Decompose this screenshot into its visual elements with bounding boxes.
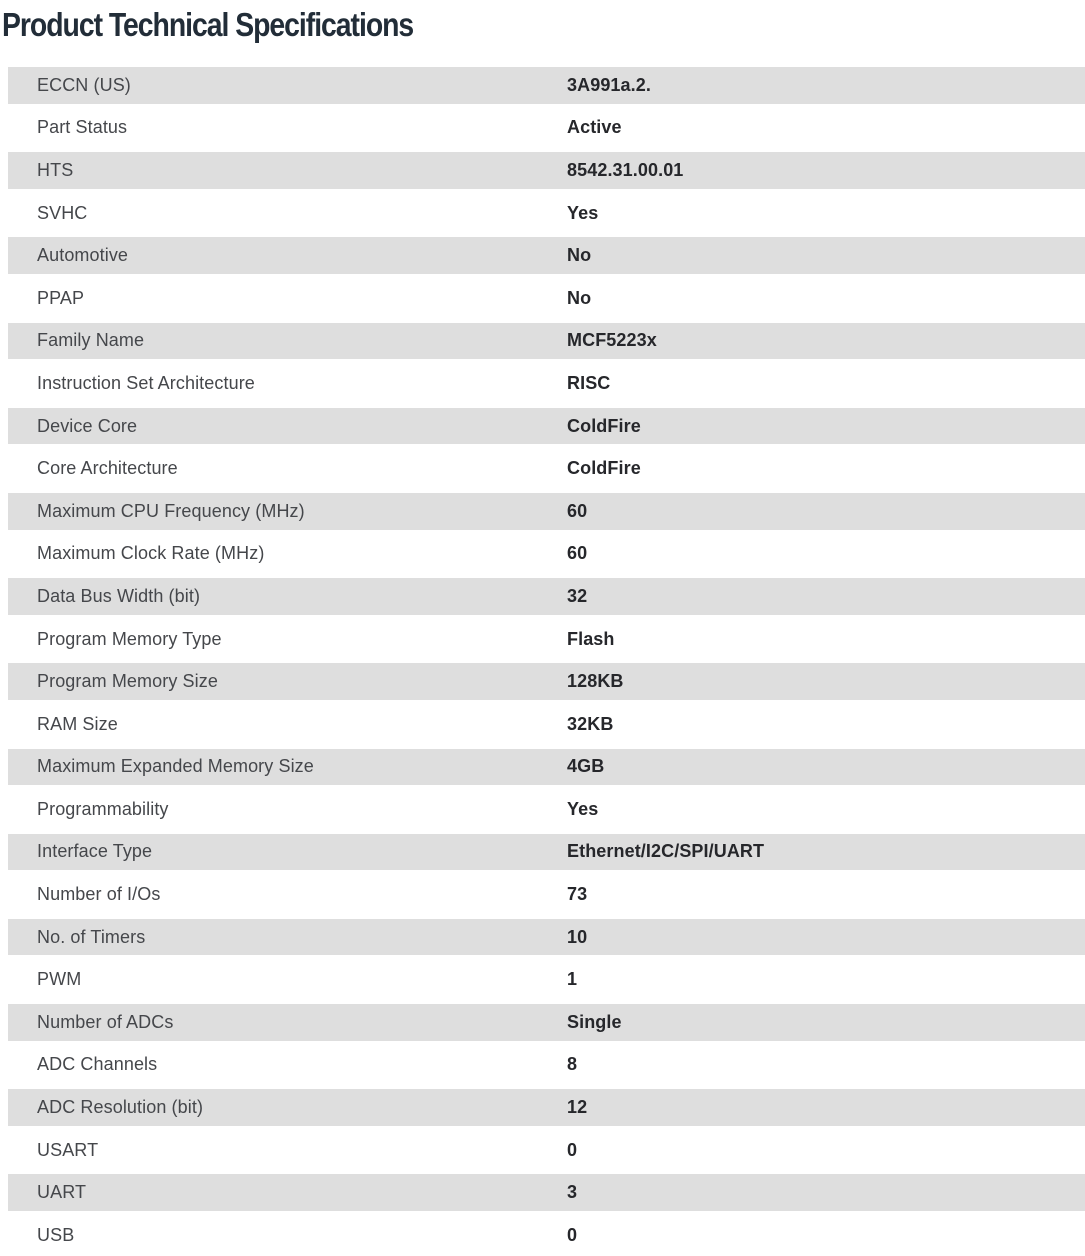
spec-row (8, 408, 1085, 445)
spec-value: 10 (567, 926, 588, 947)
spec-row (8, 919, 1085, 956)
spec-row (8, 1217, 1085, 1254)
spec-row (8, 1047, 1085, 1084)
page-title: Product Technical Specifications (2, 6, 414, 43)
spec-row (8, 876, 1085, 913)
spec-label: Interface Type (37, 841, 153, 862)
spec-row (8, 365, 1085, 402)
spec-table (8, 67, 1085, 1254)
spec-value: 60 (567, 543, 588, 564)
spec-value: 3 (567, 1182, 578, 1203)
spec-value: No (567, 287, 592, 308)
spec-label: Family Name (37, 330, 145, 351)
spec-label: ADC Channels (37, 1054, 158, 1075)
spec-row (8, 323, 1085, 360)
spec-label: SVHC (37, 202, 88, 223)
spec-label: ECCN (US) (37, 74, 131, 95)
spec-label: PPAP (37, 287, 85, 308)
spec-row (8, 749, 1085, 786)
spec-label: Maximum Clock Rate (MHz) (37, 543, 265, 564)
spec-value: 12 (567, 1097, 588, 1118)
spec-row (8, 493, 1085, 530)
spec-row (8, 791, 1085, 828)
spec-row (8, 110, 1085, 147)
spec-value: 60 (567, 500, 588, 521)
spec-value: Active (567, 117, 622, 138)
spec-value: Single (567, 1011, 622, 1032)
spec-value: RISC (567, 372, 611, 393)
spec-row (8, 1004, 1085, 1041)
spec-value: 8542.31.00.01 (567, 159, 684, 180)
spec-label: HTS (37, 159, 74, 180)
spec-row (8, 834, 1085, 871)
spec-value: 0 (567, 1224, 578, 1245)
spec-label: Number of I/Os (37, 884, 161, 905)
spec-label: Automotive (37, 245, 129, 266)
spec-label: Maximum CPU Frequency (MHz) (37, 500, 305, 521)
spec-label: No. of Timers (37, 926, 146, 947)
spec-value: 32 (567, 585, 588, 606)
spec-label: Program Memory Size (37, 671, 218, 692)
spec-row (8, 152, 1085, 189)
spec-label: Core Architecture (37, 458, 178, 479)
spec-row (8, 961, 1085, 998)
spec-value: Yes (567, 798, 599, 819)
spec-row (8, 1132, 1085, 1169)
spec-value: 73 (567, 884, 588, 905)
spec-label: USART (37, 1139, 99, 1160)
spec-label: Instruction Set Architecture (37, 372, 255, 393)
spec-row (8, 280, 1085, 317)
spec-value: 8 (567, 1054, 578, 1075)
spec-value: Flash (567, 628, 615, 649)
spec-value: 128KB (567, 671, 624, 692)
spec-label: Part Status (37, 117, 128, 138)
spec-value: ColdFire (567, 415, 641, 436)
spec-value: No (567, 245, 592, 266)
spec-row (8, 536, 1085, 573)
spec-row (8, 195, 1085, 232)
spec-label: Number of ADCs (37, 1011, 174, 1032)
spec-label: USB (37, 1224, 75, 1245)
spec-row (8, 1089, 1085, 1126)
spec-label: Data Bus Width (bit) (37, 585, 201, 606)
spec-label: ADC Resolution (bit) (37, 1097, 204, 1118)
spec-value: 0 (567, 1139, 578, 1160)
spec-value: ColdFire (567, 458, 641, 479)
spec-value: 32KB (567, 713, 614, 734)
spec-label: Device Core (37, 415, 138, 436)
spec-value: Ethernet/I2C/SPI/UART (567, 841, 765, 862)
spec-value: Yes (567, 202, 599, 223)
spec-value: 3A991a.2. (567, 74, 651, 95)
spec-row (8, 621, 1085, 658)
spec-value: MCF5223x (567, 330, 657, 351)
spec-value: 1 (567, 969, 578, 990)
spec-label: Program Memory Type (37, 628, 222, 649)
spec-value: 4GB (567, 756, 605, 777)
spec-label: RAM Size (37, 713, 118, 734)
spec-label: Maximum Expanded Memory Size (37, 756, 314, 777)
spec-label: UART (37, 1182, 87, 1203)
spec-row (8, 450, 1085, 487)
spec-row (8, 663, 1085, 700)
spec-row (8, 1174, 1085, 1211)
spec-label: Programmability (37, 798, 169, 819)
spec-row (8, 237, 1085, 274)
spec-row (8, 706, 1085, 743)
spec-row (8, 578, 1085, 615)
spec-label: PWM (37, 969, 82, 990)
spec-row (8, 67, 1085, 104)
